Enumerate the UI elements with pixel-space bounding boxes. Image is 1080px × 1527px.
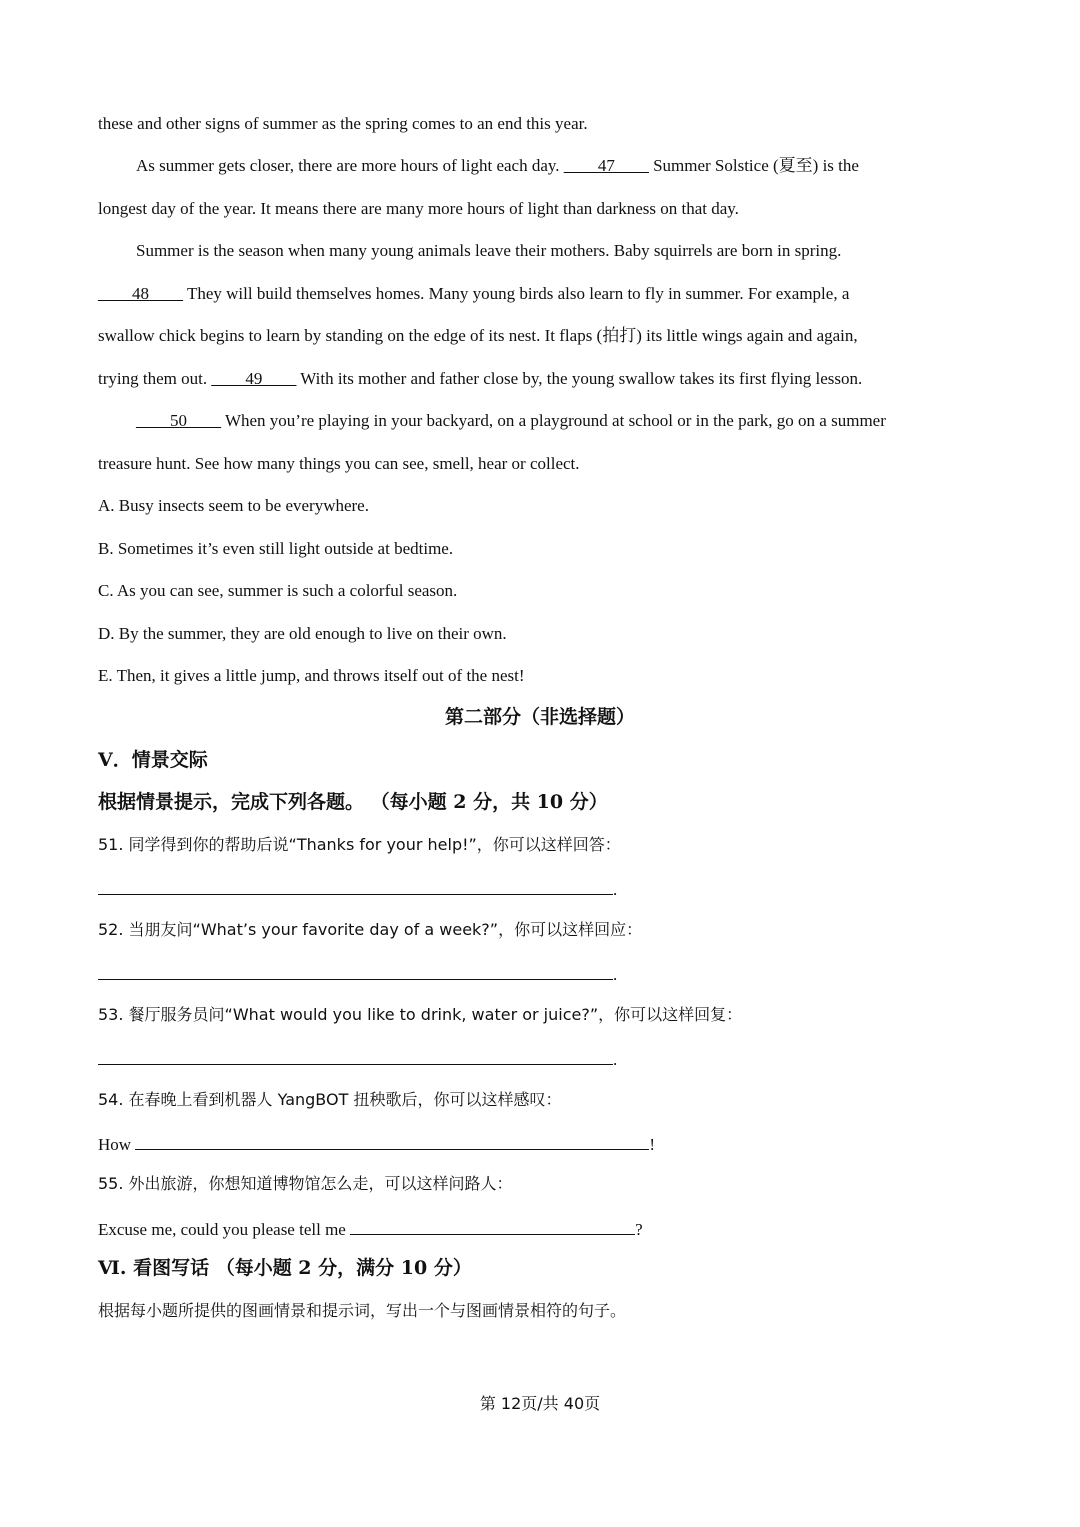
reading-paragraph-3 [136,410,886,432]
answer-54[interactable] [98,1131,655,1156]
question-53: 53. 餐厅服务员问“What would you like to drink, water or juice?”，你可以这样回复： [98,1005,743,1024]
text: As summer gets closer, there are more hours of light each day. [136,156,564,175]
reading-line: these and other signs of summer as the spring comes to an end this year. [98,114,588,133]
text: trying them out. [98,369,212,388]
blank-48: ____48____ [98,284,183,303]
page-footer: 第 12页/共 40页 [479,1394,601,1413]
period: . [613,880,618,899]
option-b: B. Sometimes it’s even still light outside at bedtime. [98,539,454,558]
option-c: C. As you can see, summer is such a colorful season. [98,581,458,600]
answer-line[interactable] [350,1216,635,1235]
exclamation: ! [649,1135,655,1154]
answer-53[interactable] [98,1046,617,1071]
reading-line: longest day of the year. It means there are many more hours of light than darkness on that day. [98,199,739,218]
answer-line[interactable] [135,1131,649,1150]
answer-line[interactable] [98,1046,613,1065]
blank-49: ____49____ [211,369,297,388]
answer-line[interactable] [98,876,613,895]
question-55: 55. 外出旅游，你想知道博物馆怎么走，可以这样问路人： [98,1174,513,1193]
reading-paragraph-2: Summer is the season when many young animals leave their mothers. Baby squirrels are born in spring. [136,241,842,260]
text: With its mother and father close by, the young swallow takes its first flying lesson. [296,369,863,388]
option-e: E. Then, it gives a little jump, and throws itself out of the nest! [98,666,525,685]
answer-51[interactable] [98,876,617,901]
text: Summer Solstice (夏至) is the [648,156,859,175]
blank-47: ____47____ [563,156,649,175]
text: When you’re playing in your backyard, on a playground at school or in the park, go on a summer [221,411,886,430]
section-6-title: Ⅵ. 看图写话 （每小题 2 分，满分 10 分） [98,1257,472,1279]
answer-line[interactable] [98,961,613,980]
reading-line [98,368,862,390]
blank-50: ____50____ [136,411,221,430]
reading-line: treasure hunt. See how many things you can see, smell, hear or collect. [98,454,580,473]
option-a: A. Busy insects seem to be everywhere. [98,496,369,515]
question-52: 52. 当朋友问“What’s your favorite day of a week?”，你可以这样回应： [98,920,643,939]
section-5-title: V．情景交际 [98,749,208,771]
reading-line: swallow chick begins to learn by standing on the edge of its nest. It flaps (拍打) its little wings again and again, [98,326,858,345]
section-6-instruction: 根据每小题所提供的图画情景和提示词，写出一个与图画情景相符的句子。 [98,1301,627,1320]
option-d: D. By the summer, they are old enough to live on their own. [98,624,507,643]
part-two-title: 第二部分（非选择题） [444,706,635,728]
question-51: 51. 同学得到你的帮助后说“Thanks for your help!”，你可以这样回答： [98,835,621,854]
question-mark: ? [635,1220,643,1239]
period: . [613,1050,618,1069]
reading-paragraph-1 [136,155,859,177]
how-prefix: How [98,1135,132,1154]
answer-55[interactable] [98,1216,643,1241]
reading-line [98,283,849,305]
text: They will build themselves homes. Many young birds also learn to fly in summer. For example, a [183,284,850,303]
period: . [613,965,618,984]
section-5-instruction: 根据情景提示，完成下列各题。 （每小题 2 分，共 10 分） [98,791,608,813]
question-54: 54. 在春晚上看到机器人 YangBOT 扭秧歌后，你可以这样感叹： [98,1090,562,1109]
excuse-prefix: Excuse me, could you please tell me [98,1220,346,1239]
answer-52[interactable] [98,961,617,986]
